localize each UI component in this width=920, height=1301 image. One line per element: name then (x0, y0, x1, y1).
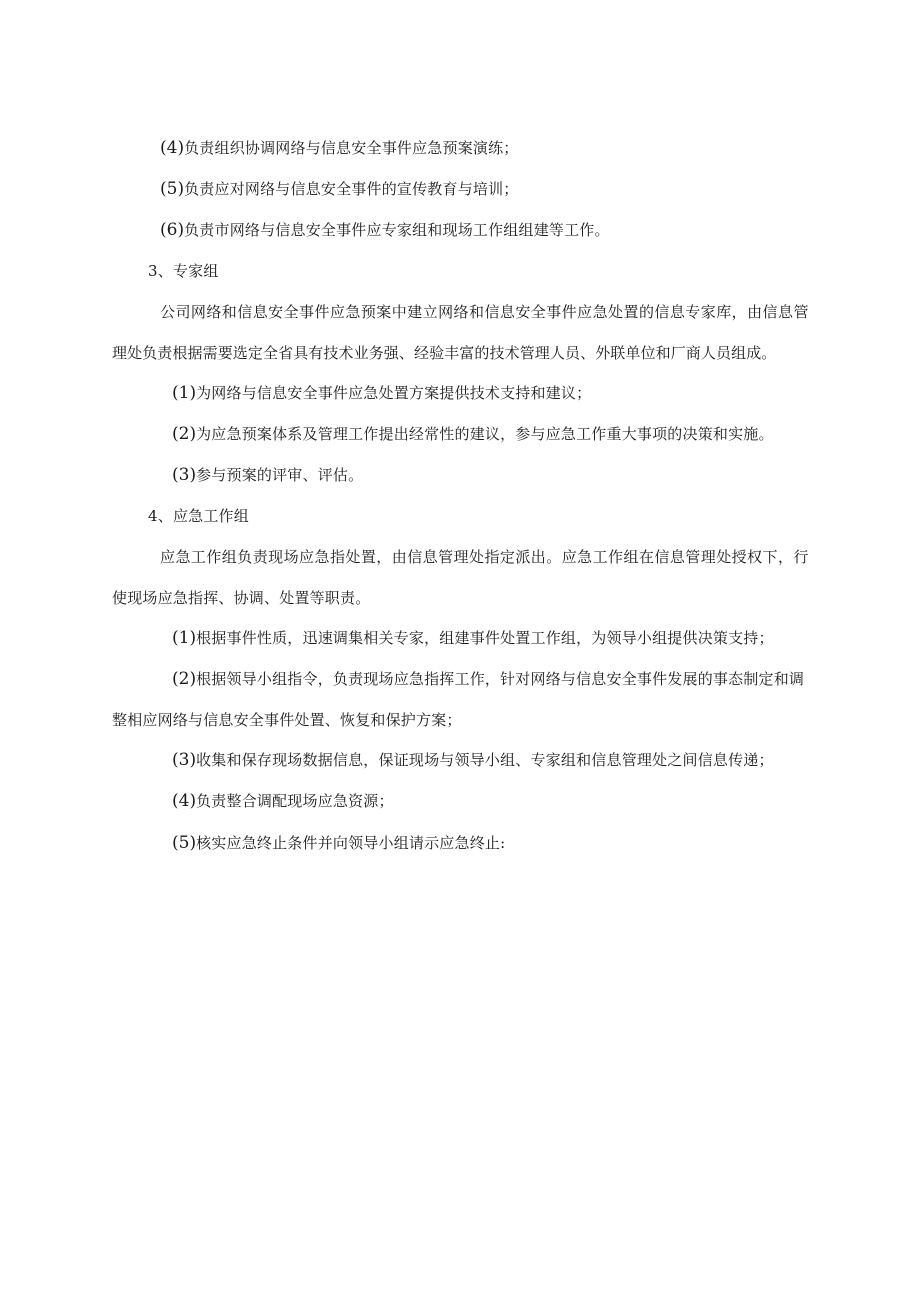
item-text: 核实应急终止条件并向领导小组请示应急终止: (196, 834, 506, 852)
item-number: (1) (172, 628, 197, 648)
paragraph-line: 理处负责根据需要选定全省具有技术业务强、经验丰富的技术管理人员、外联单位和厂商人员组成。 (112, 344, 777, 362)
list-item (160, 138, 519, 158)
section-heading: 3、专家组 (148, 262, 219, 280)
item-text: 负责组织协调网络与信息安全事件应急预案演练； (184, 139, 519, 157)
item-text: 为应急预案体系及管理工作提出经常性的建议，参与应急工作重大事项的决策和实施。 (196, 425, 774, 443)
item-number: (2) (172, 424, 197, 444)
list-item (172, 669, 804, 689)
item-number: (3) (172, 750, 197, 770)
item-number: (5) (160, 179, 185, 199)
section-heading: 4、应急工作组 (148, 507, 249, 525)
list-item (160, 220, 610, 240)
list-item (172, 424, 774, 444)
item-text: 负责市网络与信息安全事件应专家组和现场工作组组建等工作。 (184, 221, 610, 239)
list-item (172, 750, 774, 770)
item-number: (5) (172, 833, 197, 853)
list-item (172, 791, 394, 811)
item-number: (1) (172, 383, 197, 403)
item-number: (4) (172, 791, 197, 811)
item-number: (4) (160, 138, 185, 158)
paragraph-line: 公司网络和信息安全事件应急预案中建立网络和信息安全事件应急处置的信息专家库，由信息管 (160, 303, 809, 321)
list-item (172, 383, 591, 403)
paragraph-line: 应急工作组负责现场应急指处置，由信息管理处指定派出。应急工作组在信息管理处授权下，行 (160, 548, 809, 566)
list-item (160, 179, 519, 199)
item-text: 根据领导小组指令，负责现场应急指挥工作，针对网络与信息安全事件发展的事态制定和调 (196, 670, 805, 688)
item-text: 收集和保存现场数据信息，保证现场与领导小组、专家组和信息管理处之间信息传递； (196, 751, 774, 769)
paragraph-line: 使现场应急指挥、协调、处置等职责。 (112, 589, 371, 607)
list-item-continuation: 整相应网络与信息安全事件处置、恢复和保护方案； (112, 711, 462, 729)
item-text: 参与预案的评审、评估。 (196, 466, 364, 484)
item-text: 根据事件性质，迅速调集相关专家，组建事件处置工作组，为领导小组提供决策支持； (196, 629, 774, 647)
item-number: (2) (172, 669, 197, 689)
item-text: 负责整合调配现场应急资源； (196, 792, 394, 810)
item-text: 负责应对网络与信息安全事件的宣传教育与培训； (184, 180, 519, 198)
item-text: 为网络与信息安全事件应急处置方案提供技术支持和建议； (196, 384, 592, 402)
list-item (172, 833, 505, 853)
item-number: (3) (172, 465, 197, 485)
list-item (172, 628, 774, 648)
item-number: (6) (160, 220, 185, 240)
list-item (172, 465, 363, 485)
